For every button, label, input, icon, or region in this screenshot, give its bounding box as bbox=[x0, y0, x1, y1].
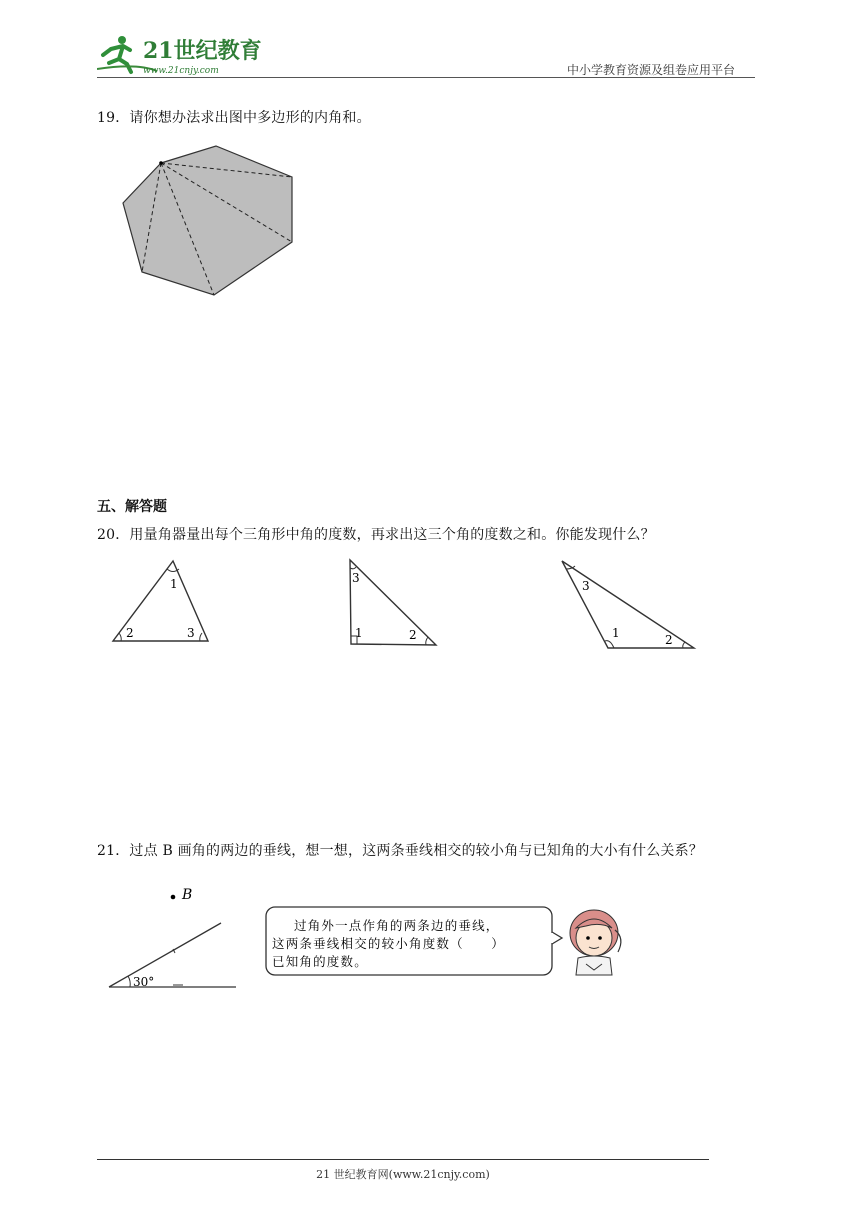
triangles-figure bbox=[100, 555, 700, 655]
bubble-line-2: 这两条垂线相交的较小角度数（ ） bbox=[272, 936, 505, 951]
triangle-a-angle-1: 1 bbox=[170, 577, 178, 591]
angle-figure bbox=[100, 880, 660, 995]
footer-divider bbox=[97, 1159, 709, 1160]
point-b bbox=[171, 895, 176, 900]
footer-text: 21 世纪教育网(www.21cnjy.com) bbox=[316, 1168, 490, 1181]
speech-bubble bbox=[266, 907, 562, 975]
triangle-a bbox=[113, 561, 208, 641]
question-21-text: 21．过点 B 画角的两边的垂线，想一想，这两条垂线相交的较小角与已知角的大小有什么关系？ bbox=[97, 843, 704, 859]
triangle-c-angle-1: 1 bbox=[612, 626, 620, 640]
triangle-b-angle-1: 1 bbox=[355, 626, 363, 640]
bubble-line-1: 过角外一点作角的两条边的垂线， bbox=[294, 918, 500, 933]
triangle-b-angle-2: 2 bbox=[409, 628, 417, 642]
site-logo bbox=[97, 33, 267, 77]
logo-text: 21世纪教育 bbox=[143, 38, 262, 64]
bubble-line-3: 已知角的度数。 bbox=[272, 954, 368, 969]
girl-illustration-icon bbox=[570, 910, 621, 975]
triangle-b-angle-3: 3 bbox=[352, 571, 360, 585]
section-title: 五、解答题 bbox=[97, 499, 167, 515]
platform-name: 中小学教育资源及组卷应用平台 bbox=[567, 63, 736, 77]
triangle-c-angle-3: 3 bbox=[582, 579, 590, 593]
triangle-c-angle-2: 2 bbox=[665, 633, 673, 647]
triangle-c bbox=[562, 561, 694, 648]
heptagon-figure bbox=[115, 140, 305, 305]
point-b-label: B bbox=[182, 887, 193, 903]
triangle-b bbox=[350, 560, 436, 645]
header-divider bbox=[97, 77, 755, 78]
logo-url: www.21cnjy.com bbox=[143, 66, 219, 76]
question-19-text: 19．请你想办法求出图中多边形的内角和。 bbox=[97, 110, 371, 126]
question-20-text: 20．用量角器量出每个三角形中角的度数，再求出这三个角的度数之和。你能发现什么？ bbox=[97, 527, 655, 543]
triangle-a-angle-3: 3 bbox=[187, 626, 195, 640]
polygon-shape bbox=[123, 146, 292, 295]
angle-label: 30° bbox=[133, 975, 155, 989]
triangle-a-angle-2: 2 bbox=[126, 626, 134, 640]
